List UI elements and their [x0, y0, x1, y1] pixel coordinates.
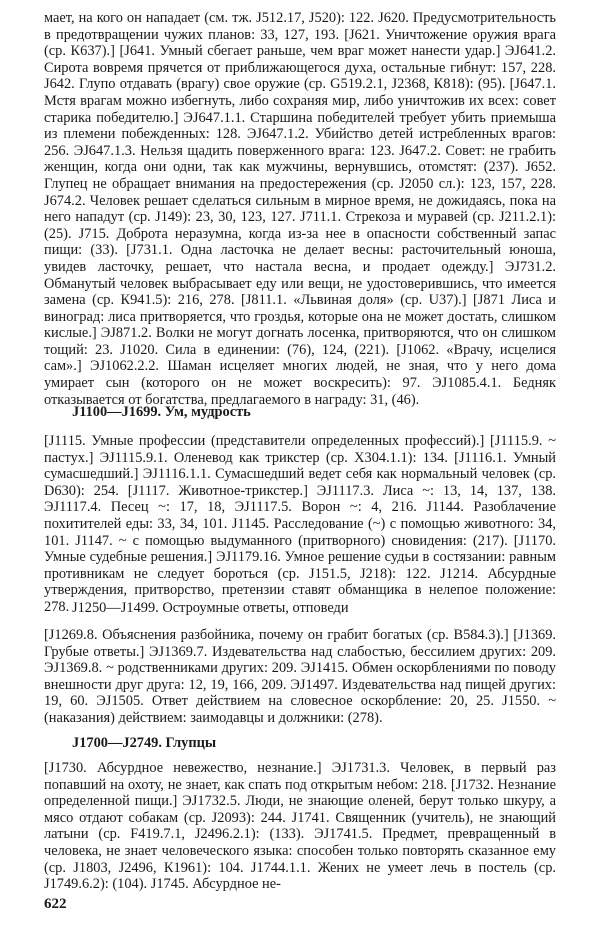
section-heading-wisdom: J1100—J1699. Ум, мудрость [72, 404, 251, 420]
paragraph-motifs-j17: [J1730. Абсурдное невежество, незнание.] ЭJ1731.3. Человек, в первый раз попавший на охоту, не знает, как спать под открытым небом: 218. [J1732. Незнание определенной пищи.] ЭJ1732.5. Люди, не знающие оленей, берут только шкуру, а мясо отдают собакам (ср. J2093): 244. J1741. Священник (учитель), не знающий латыни (ср. F419.7.1, J2496.2.1): (133). ЭJ1741.5. Предмет, превращенный в человека, не знает человеческого языка: способен только повторять сказанное ему (ср. J1803, J2496, К1961): 104. J1744.1.1. Жених не умеет лечь в постель (ср. J1749.6.2): (104). J1745. Абсурдное не- [44, 760, 556, 893]
paragraph-motifs-j12-j15: [J1269.8. Объяснения разбойника, почему он грабит богатых (ср. В584.3).] [J1369. Грубые ответы.] ЭJ1369.7. Издевательства над слабостью, бессилием других: 209. ЭJ1369.8. ~ родственниками других: 209. ЭJ1415. Обмен оскорблениями по поводу внешности друг друга: 12, 19, 166, 209. ЭJ1497. Издевательства над пищей других: 19, 60. ЭJ1505. Ответ действием на словесное оскорбление: 20, 25. J1550. ~ (наказания) действием: заимодавцы и должники: (278). [44, 627, 556, 726]
section-retorts [44, 600, 556, 617]
paragraph-motifs-j11: [J1115. Умные профессии (представители определенных профессий).] [J1115.9. ~ пастух.] ЭJ1115.9.1. Оленевод как трикстер (ср. X304.1.1): 134. [J1116.1. Умный сумасшедший.] ЭJ1116.1.1. Сумасшедший ведет себя как нормальный человек (ср. D630): 254. [J1117. Животное-трикстер.] ЭJ1117.3. Лиса ~: 13, 14, 137, 138. ЭJ1117.4. Песец ~: 17, 18, ЭJ1117.5. Ворон ~: 4, 216. J1144. Разоблачение похитителей еды: 33, 34, 101. J1145. Расследование (~) с помощью животного: 34, 101. J1147. ~ с помощью выдуманного (притворного) сновидения: (217). [J1170. Умные судебные решения.] ЭJ1179.16. Умное решение судьи в состязании: равным противникам не следует бороться (ср. J151.5, J218): 122. J1214. Абсурдные утверждения, притворство, претензии ставят обманщика в нелепое положение: 278. [44, 433, 556, 615]
section-fools [44, 735, 556, 752]
text-block-2 [44, 433, 556, 616]
section-wisdom [44, 404, 556, 421]
text-block-4 [44, 760, 556, 893]
text-block-3 [44, 627, 556, 727]
section-heading-retorts: J1250—J1499. Остроумные ответы, отповеди [72, 600, 349, 616]
section-heading-fools: J1700—J2749. Глупцы [72, 735, 217, 751]
paragraph-motifs-j5-j10: мает, на кого он нападает (см. тж. J512.17, J520): 122. J620. Предусмотрительность в предотвращении чужих планов: 33, 127, 193. [J621. Уничтожение оружия врага (ср. К637).] [J641. Умный сбегает раньше, чем враг может нанести удар.] ЭJ641.2. Сирота вовремя прячется от приближающегося духа, остальные гибнут: 157, 228. J642. Глупо отдавать (врагу) свое оружие (ср. G519.2.1, J2368, К818): (95). [J647.1. Мстя врагам можно избегнуть, либо сохраняя мир, либо уничтожив их всех: совет старика победителю.] ЭJ647.1.1. Старшина победителей требует убить приемыша из племени побежденных: 128. ЭJ647.1.2. Убийство детей истребленных врагов: 256. ЭJ647.1.3. Нельзя щадить поверженного врага: 123. J647.2. Совет: не грабить женщин, когда они одни, так как мужчины, вернувшись, отомстят: (237). J652. Глупец не обращает внимания на предостережения (ср. J2050 сл.): 123, 157, 228. J674.2. Человек решает сделаться сильным в мирное время, не дожидаясь, пока на него нападут (ср. J149): 23, 30, 123, 127. J711.1. Стрекоза и муравей (ср. J211.2.1): (25). J715. Доброта неразумна, когда из-за нее в опасности собственный запас пищи: (33). [J731.1. Одна ласточка не делает весны: расточительный юноша, увидев ласточку, решает, что настала весна, и продает одежду.] ЭJ731.2. Обманутый человек выбрасывает еду или вещи, не удостоверившись, что имеется замена (ср. К941.5): 216, 278. [J811.1. «Львиная доля» (ср. U37).] [J871 Лиса и виноград: лиса притворяется, что гроздья, которые она не может достать, слишком кислые.] ЭJ871.2. Волки не могут догнать лосенка, притворяются, что он слишком тощий: 23. J1020. Сила в единении: (76), 124, (221). [J1062. «Врачу, исцелися сам».] ЭJ1062.2.2. Шаман исцеляет многих людей, не зная, что у него дома умирает сын (которого он не может воскресить): 97. ЭJ1085.4.1. Бедняк отказывается от богатства, предлагаемого в награду: 31, (46). [44, 10, 556, 408]
page-number: 622 [44, 896, 67, 912]
text-block-1 [44, 10, 556, 408]
